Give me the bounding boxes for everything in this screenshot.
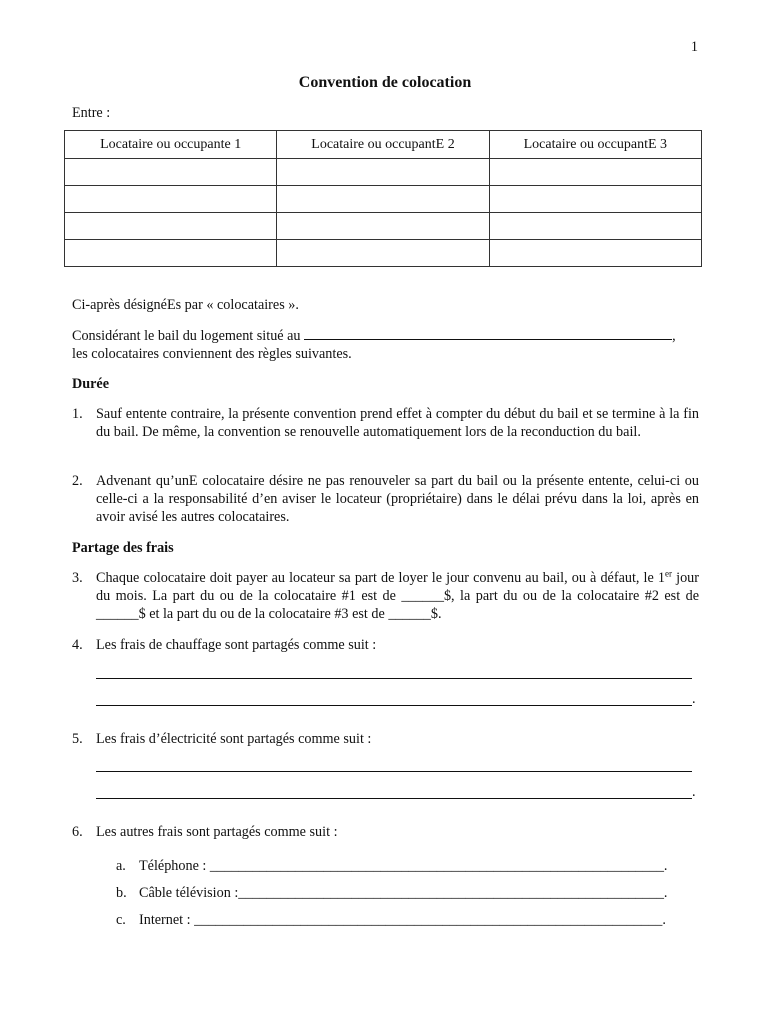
item-text: Advenant qu’unE colocataire désire ne pas renouveler sa part du bail ou la présente entente, celui-ci ou celle-ci a la responsabilité d’en aviser le locateur (propriétaire) dans le délai prévu dans la loi, après en avoir avisé les autres colocataires. [96,473,699,525]
table-header-row [65,131,702,159]
considerant-line2: les colocataires conviennent des règles suivantes. [72,346,352,362]
item-number: 4. [72,637,83,653]
section-heading-partage: Partage des frais [72,540,174,556]
item-number: 1. [72,406,83,422]
item-text: Les autres frais sont partagés comme suit : [96,824,338,840]
table-row [65,159,702,186]
table-header-cell: Locataire ou occupantE 2 [277,131,489,159]
item-text: Les frais d’électricité sont partagés comme suit : [96,731,372,747]
line-end-period: . [692,784,696,800]
table-cell[interactable] [65,240,277,267]
table-header-cell: Locataire ou occupantE 3 [489,131,701,159]
considerant-text: Considérant le bail du logement situé au [72,328,305,344]
item-number: 3. [72,570,83,586]
table-header-cell: Locataire ou occupante 1 [65,131,277,159]
section-heading-duree: Durée [72,376,110,392]
table-cell[interactable] [277,186,489,213]
line-end-period: . [692,691,696,707]
table-cell[interactable] [489,186,701,213]
item-text: Les frais de chauffage sont partagés comme suit : [96,637,377,653]
fill-line[interactable] [96,798,692,799]
item-number: 2. [72,473,83,489]
table-row [65,213,702,240]
table-cell[interactable] [277,240,489,267]
table-cell[interactable] [65,213,277,240]
table-cell[interactable] [489,213,701,240]
subitem-letter: c. [116,912,126,928]
considerant-paragraph [72,327,699,345]
table-cell[interactable] [65,159,277,186]
table-cell[interactable] [489,159,701,186]
tenants-table [64,130,702,267]
page-title: Convention de colocation [298,74,472,91]
item-text [96,569,699,623]
table-cell[interactable] [277,159,489,186]
designes-text: Ci-après désignéEs par « colocataires ». [72,297,299,313]
considerant-comma: , [672,328,676,344]
item-number: 6. [72,824,83,840]
table-row [65,186,702,213]
subitem-telephone[interactable]: Téléphone : ________________________________________________________________. [139,858,668,874]
item-text-part: jour du mois. La part du ou de la colocataire #1 est de ______$, la part du ou de la colocataire #2 est de ______$ et la part du ou de la colocataire #3 est de ______$. [96,570,699,622]
address-blank[interactable] [304,339,672,340]
entre-label: Entre : [72,105,111,121]
fill-line[interactable] [96,678,692,679]
subitem-internet[interactable]: Internet : __________________________________________________________________. [139,912,666,928]
subitem-letter: b. [116,885,127,901]
fill-line[interactable] [96,771,692,772]
subitem-letter: a. [116,858,126,874]
table-row [65,240,702,267]
table-cell[interactable] [277,213,489,240]
item-number: 5. [72,731,83,747]
item-text-part: Chaque colocataire doit payer au locateur sa part de loyer le jour convenu au bail, ou à défaut, le 1 [96,570,666,586]
superscript: er [665,568,673,579]
table-cell[interactable] [65,186,277,213]
subitem-cable[interactable]: Câble télévision :____________________________________________________________. [139,885,668,901]
page-number: 1 [690,39,698,55]
item-text: Sauf entente contraire, la présente convention prend effet à compter du début du bail et se termine à la fin du bail. De même, la convention se renouvelle automatiquement lors de la reconduction du bail. [96,406,699,440]
table-cell[interactable] [489,240,701,267]
fill-line[interactable] [96,705,692,706]
